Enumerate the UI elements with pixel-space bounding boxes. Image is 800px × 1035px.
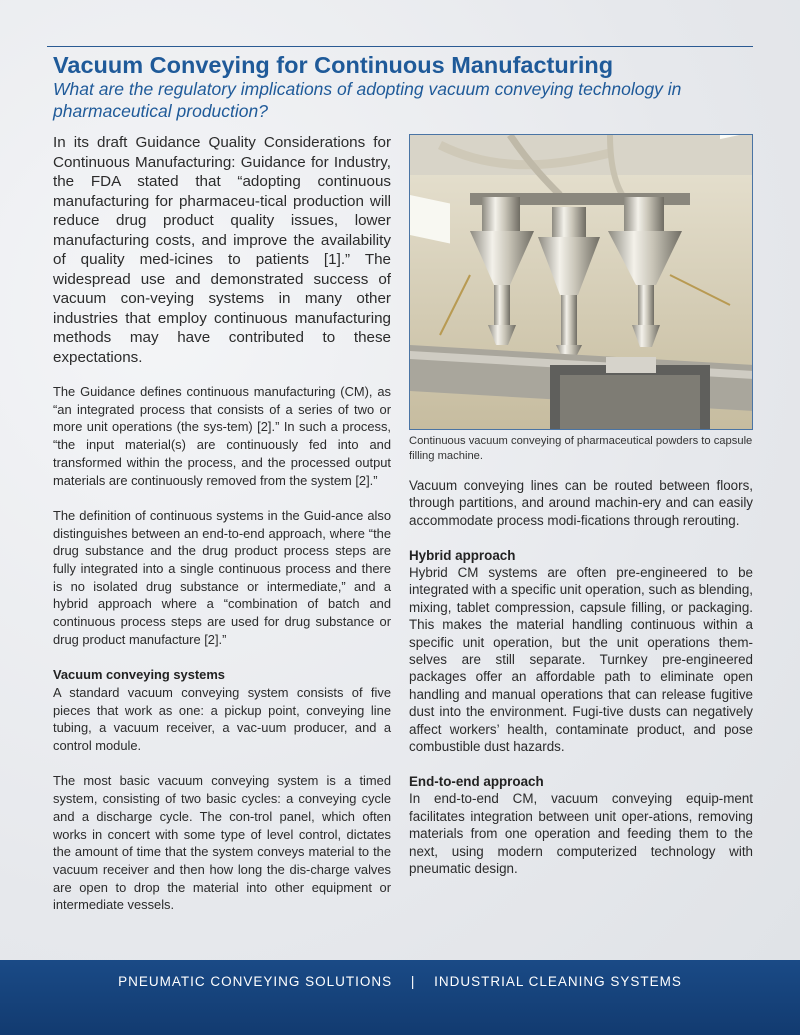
hybrid-paragraph: Hybrid CM systems are often pre-engineered to be integrated with a specific unit operation, such as blending, mixing, tablet compression, capsule filling, or packaging. This makes the material handling continuous within a specific unit operation, but the unit operations them-selves are still separate. Turnkey pre-engineered packages offer an affordable path to eliminate open handling and manual operations that can release fugitive dust into the environment. Fugi-tive dusts can negatively affect workers’ health, contaminate product, and pose combustible dust hazards. <box>409 565 753 755</box>
equipment-illustration <box>410 135 753 430</box>
title-rule <box>47 46 753 47</box>
end-to-end-section <box>409 773 753 877</box>
footer-right-label: INDUSTRIAL CLEANING SYSTEMS <box>434 974 682 989</box>
left-column <box>53 133 391 932</box>
footer-text <box>0 974 800 990</box>
hybrid-heading: Hybrid approach <box>409 547 516 563</box>
guidance-definition-paragraph: The Guidance defines continuous manufacturing (CM), as “an integrated process that consists of a series of two or more unit operations (the sys-tem) [2].” In such a process, “the input material(s) are continuously fed into and transformed within the process, and the processed output materials are continuously removed from the system [2].” <box>53 384 391 488</box>
approach-definition-paragraph: The definition of continuous systems in the Guid-ance also distinguishes between an end-to-end approach, where “the drug substance and the drug product process steps are fully integrated into a single continuous process and there is no isolated drug substance or intermediate,” and a hybrid approach where a “combination of batch and continuous process steps are used for drug substance or drug product manufacture [2].” <box>53 507 391 647</box>
lead-paragraph: In its draft Guidance Quality Considerations for Continuous Manufacturing: Guidance for Industry, the FDA stated that “adopting continuous manufacturing for pharmaceu-tical production will reduce drug product quality issues, lower manufacturing costs, and improve the availability of quality med-icines to patients [1].” The widespread use and demonstrated success of vacuum con-veying systems in many other industries that employ continuous manufacturing methods may have contributed to these expectations. <box>53 134 391 366</box>
hybrid-section <box>409 547 753 756</box>
routing-paragraph: Vacuum conveying lines can be routed between floors, through partitions, and around machin-ery and can easily accommodate process modi-fications through rerouting. <box>409 478 753 528</box>
end-to-end-heading: End-to-end approach <box>409 773 544 789</box>
footer-left-label: PNEUMATIC CONVEYING SOLUTIONS <box>118 974 393 989</box>
vacuum-systems-section <box>53 666 391 755</box>
timed-system-paragraph: The most basic vacuum conveying system is a timed system, consisting of two basic cycles: a conveying cycle and a discharge cycle. The con-trol panel, which often works in concert with some type of level control, dictates the amount of time that the system conveys material to the vacuum receiver and then how long the dis-charge valves are open to drop the material into other equipment or intermediate vessels. <box>53 773 391 913</box>
footer-separator: | <box>410 974 416 989</box>
vacuum-systems-heading: Vacuum conveying systems <box>53 667 225 683</box>
right-column <box>409 134 753 895</box>
vacuum-systems-paragraph: A standard vacuum conveying system consists of five pieces that work as one: a pickup point, conveying line tubing, a vacuum receiver, a vac-uum producer, and a control module. <box>53 684 391 754</box>
end-to-end-paragraph: In end-to-end CM, vacuum conveying equip-ment facilitates integration between unit oper-ations, removing materials from one operation and feeding them to the next, using modern computerized technology with pneumatic design. <box>409 791 753 876</box>
article-subtitle: What are the regulatory implications of adopting vacuum conveying technology in pharmaceutical production? <box>53 79 682 121</box>
article-title: Vacuum Conveying for Continuous Manufacturing <box>53 52 614 78</box>
photo-caption: Continuous vacuum conveying of pharmaceutical powders to capsule filling machine. <box>409 435 753 462</box>
footer-bar <box>0 960 800 1035</box>
vacuum-receivers-photo <box>409 134 753 430</box>
